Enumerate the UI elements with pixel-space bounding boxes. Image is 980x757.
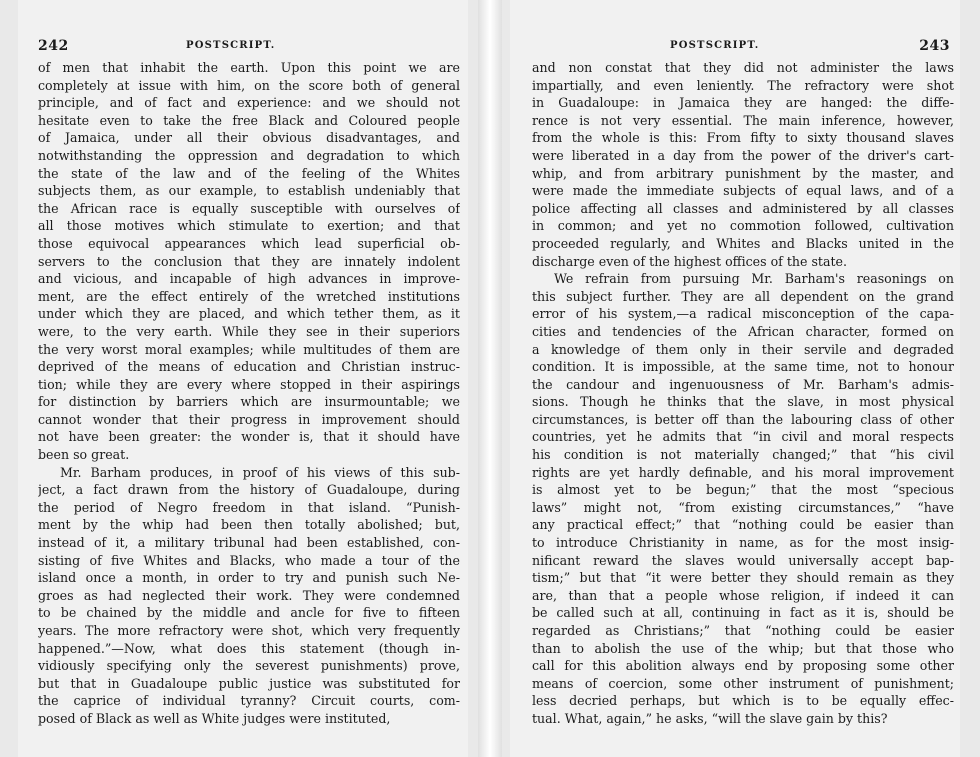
text-line: were, to the very earth. While they see in their superiors bbox=[38, 323, 460, 339]
text-line: principle, and of fact and experience: and we should not bbox=[38, 95, 460, 111]
text-line: not have been greater: the wonder is, that it should have bbox=[38, 429, 460, 445]
text-line: means of coercion, some other instrument of punishment; bbox=[532, 675, 954, 691]
text-line: circumstances, is better off than the labouring class of other bbox=[532, 411, 954, 427]
text-line: of Jamaica, under all their obvious disadvantages, and bbox=[38, 130, 460, 146]
text-line: completely at issue with him, on the score both of general bbox=[38, 77, 460, 93]
text-line: call for this abolition always end by proposing some other bbox=[532, 658, 954, 674]
text-line: a knowledge of them only in their servile and degraded bbox=[532, 341, 954, 357]
text-line: servers to the conclusion that they are innately indolent bbox=[38, 253, 460, 269]
text-line: happened.”—Now, what does this statement (though in- bbox=[38, 640, 460, 656]
text-line: police affecting all classes and administered by all classes bbox=[532, 200, 954, 216]
text-line: Mr. Barham produces, in proof of his views of this sub- bbox=[60, 464, 460, 480]
text-line: tion; while they are every where stopped in their aspirings bbox=[38, 376, 460, 392]
text-line: are, than that a people whose religion, if indeed it can bbox=[532, 587, 954, 603]
text-line: countries, yet he admits that “in civil and moral respects bbox=[532, 429, 954, 445]
text-line: than to abolish the use of the whip; but that those who bbox=[532, 640, 954, 656]
text-line: is almost yet to be begun;” that the most “specious bbox=[532, 482, 954, 498]
text-line: but that in Guadaloupe public justice was substituted for bbox=[38, 675, 460, 691]
right-page-body bbox=[532, 59, 954, 728]
text-line: deprived of the means of education and Christian instruc- bbox=[38, 359, 460, 375]
text-line: impartially, and even leniently. The refractory were shot bbox=[532, 77, 954, 93]
text-line: this subject further. They are all dependent on the grand bbox=[532, 288, 954, 304]
left-page-number: 242 bbox=[38, 38, 69, 54]
text-line: error of his system,—a radical misconception of the capa- bbox=[532, 306, 954, 322]
text-line: tism;” but that “it were better they should remain as they bbox=[532, 570, 954, 586]
left-page bbox=[18, 0, 468, 757]
text-line: cannot wonder that their progress in improvement should bbox=[38, 411, 460, 427]
text-line: and vicious, and incapable of high advances in improve- bbox=[38, 271, 460, 287]
text-line: be called such at all, continuing in fact as it is, should be bbox=[532, 605, 954, 621]
text-line: subjects them, as our example, to establish undeniably that bbox=[38, 183, 460, 199]
text-line: all those motives which stimulate to exertion; and that bbox=[38, 218, 460, 234]
text-line: were liberated in a day from the power of the driver's cart- bbox=[532, 147, 954, 163]
text-line: ment by the whip had been then totally abolished; but, bbox=[38, 517, 460, 533]
text-line: whip, and from arbitrary punishment by the master, and bbox=[532, 165, 954, 181]
text-line: condition. It is impossible, at the same time, not to honour bbox=[532, 359, 954, 375]
text-line: discharge even of the highest offices of the state. bbox=[532, 253, 848, 269]
text-line: those equivocal appearances which lead superficial ob- bbox=[38, 235, 460, 251]
text-line: the period of Negro freedom in that island. “Punish- bbox=[38, 499, 460, 515]
text-line: any practical effect;” that “nothing could be easier than bbox=[532, 517, 954, 533]
text-line: sions. Though he thinks that the slave, in most physical bbox=[532, 394, 954, 410]
text-line: rights are yet hardly definable, and his moral improvement bbox=[532, 464, 954, 480]
text-line: posed of Black as well as White judges were instituted, bbox=[38, 710, 391, 726]
text-line: rence is not very essential. The main inference, however, bbox=[532, 112, 954, 128]
text-line: for distinction by barriers which are insurmountable; we bbox=[38, 394, 460, 410]
text-line: in Guadaloupe: in Jamaica they are hanged: the diffe- bbox=[532, 95, 954, 111]
text-line: from the whole is this: From fifty to sixty thousand slaves bbox=[532, 130, 954, 146]
right-page-header bbox=[530, 38, 950, 54]
right-page-number: 243 bbox=[919, 38, 950, 54]
text-line: We refrain from pursuing Mr. Barham's reasonings on bbox=[554, 271, 954, 287]
text-line: ment, are the effect entirely of the wretched institutions bbox=[38, 288, 460, 304]
text-line: proceeded regularly, and Whites and Blacks united in the bbox=[532, 235, 954, 251]
text-line: notwithstanding the oppression and degradation to which bbox=[38, 147, 460, 163]
left-running-head: POSTSCRIPT. bbox=[186, 40, 276, 51]
text-line: and non constat that they did not administer the laws bbox=[532, 60, 954, 75]
text-line: hesitate even to take the free Black and Coloured people bbox=[38, 112, 460, 128]
right-running-head: POSTSCRIPT. bbox=[670, 40, 760, 51]
text-line: were made the immediate subjects of equal laws, and of a bbox=[532, 183, 954, 199]
text-line: the candour and ingenuousness of Mr. Barham's admis- bbox=[532, 376, 954, 392]
text-line: in common; and yet no commotion followed, cultivation bbox=[532, 218, 954, 234]
text-line: groes as had neglected their work. They were condemned bbox=[38, 587, 460, 603]
text-line: of men that inhabit the earth. Upon this point we are bbox=[38, 60, 460, 75]
text-line: his condition is not materially changed;” that “his civil bbox=[532, 447, 954, 463]
text-line: regarded as Christians;” that “nothing could be easier bbox=[532, 623, 954, 638]
text-line: instead of it, a military tribunal had been established, con- bbox=[38, 535, 460, 551]
book-gutter bbox=[478, 0, 502, 757]
text-line: the state of the law and of the feeling of the Whites bbox=[38, 165, 460, 181]
text-line: island once a month, in order to try and punish such Ne- bbox=[38, 570, 460, 586]
left-page-header bbox=[38, 38, 458, 54]
text-line: the very worst moral examples; while multitudes of them are bbox=[38, 341, 460, 357]
text-line: less decried perhaps, but which is to be equally effec- bbox=[532, 693, 954, 709]
text-line: to introduce Christianity in name, as for the most insig- bbox=[532, 535, 954, 551]
text-line: laws” might not, “from existing circumstances,” “have bbox=[532, 499, 954, 515]
left-page-body bbox=[38, 59, 460, 728]
text-line: under which they are placed, and which tether them, as it bbox=[38, 306, 460, 322]
text-line: sisting of five Whites and Blacks, who made a tour of the bbox=[38, 552, 460, 568]
text-line: nificant reward the slaves would universally accept bap- bbox=[532, 552, 954, 568]
text-line: to be chained by the middle and ancle for five to fifteen bbox=[38, 605, 460, 621]
text-line: tual. What, again,” he asks, “will the slave gain by this? bbox=[532, 710, 888, 726]
text-line: the caprice of individual tyranny? Circuit courts, com- bbox=[38, 693, 460, 709]
text-line: been so great. bbox=[38, 447, 130, 463]
text-line: ject, a fact drawn from the history of Guadaloupe, during bbox=[38, 482, 460, 498]
text-line: cities and tendencies of the African character, formed on bbox=[532, 323, 954, 339]
text-line: years. The more refractory were shot, which very frequently bbox=[38, 623, 460, 638]
right-page bbox=[510, 0, 960, 757]
text-line: vidiously specifying only the severest punishments) prove, bbox=[38, 658, 460, 674]
text-line: the African race is equally susceptible with ourselves of bbox=[38, 200, 460, 216]
